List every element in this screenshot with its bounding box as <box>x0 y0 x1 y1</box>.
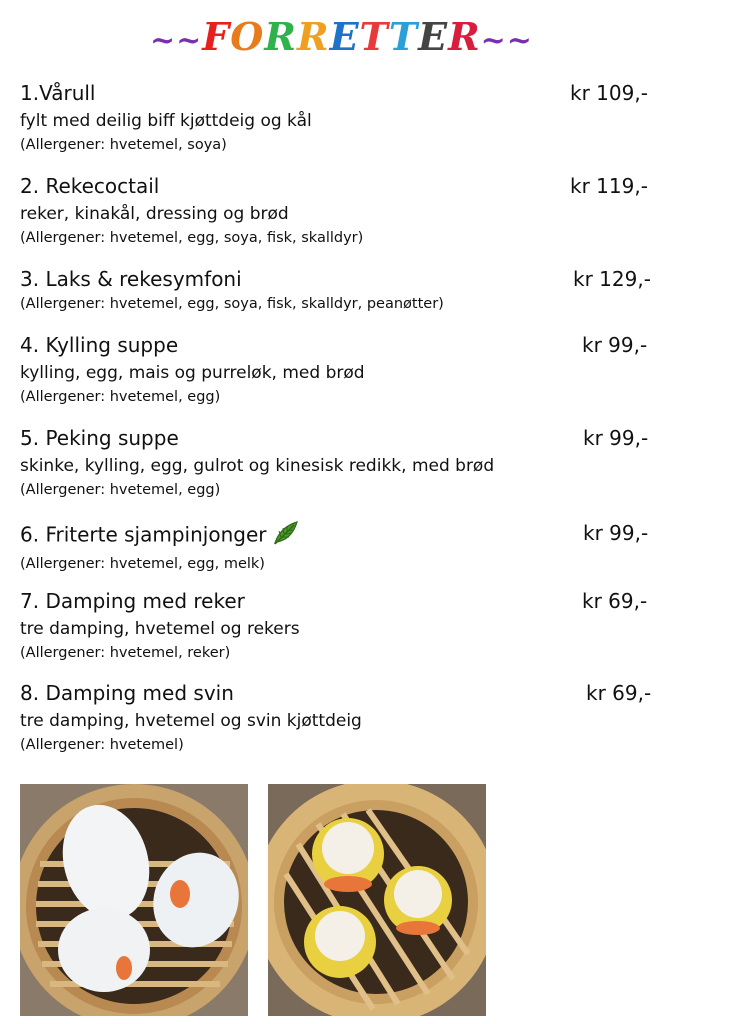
menu-item <box>20 332 660 407</box>
item-allergens: (Allergener: hvetemel, soya) <box>20 137 227 153</box>
title-tilde-left: ~~ <box>150 23 203 58</box>
item-description: kylling, egg, mais og purreløk, med brød <box>20 363 365 383</box>
item-price: kr 129,- <box>573 267 651 291</box>
item-price: kr 99,- <box>582 333 648 357</box>
item-description: reker, kinakål, dressing og brød <box>20 204 289 224</box>
item-name: 4. Kylling suppe <box>20 333 179 357</box>
siu-mai-photo <box>268 784 486 1016</box>
title-letter: F <box>202 14 231 59</box>
shrimp-dumplings-photo <box>20 784 248 1016</box>
item-name: 6. Friterte sjampinjonger <box>20 522 267 547</box>
item-description: tre damping, hvetemel og rekers <box>20 619 300 639</box>
title-letter: R <box>296 14 330 59</box>
item-price: kr 109,- <box>570 81 648 105</box>
menu-item <box>20 680 660 755</box>
title-letter: O <box>230 14 265 59</box>
menu-item <box>20 520 660 574</box>
item-name: 3. Laks & rekesymfoni <box>20 267 242 291</box>
item-price: kr 99,- <box>583 521 649 545</box>
item-name: 2. Rekecoctail <box>20 174 160 198</box>
item-allergens: (Allergener: hvetemel, egg, soya, fisk, skalldyr) <box>20 230 364 246</box>
item-name: 1.Vårull <box>20 81 96 105</box>
title-letter: T <box>359 14 389 59</box>
item-allergens: (Allergener: hvetemel) <box>20 737 184 753</box>
item-allergens: (Allergener: hvetemel, egg, soya, fisk, skalldyr, peanøtter) <box>20 296 444 312</box>
item-name: 8. Damping med svin <box>20 681 234 705</box>
item-price: kr 69,- <box>586 681 652 705</box>
menu-item <box>20 173 660 248</box>
title-letter: R <box>448 14 481 59</box>
item-price: kr 119,- <box>570 174 648 198</box>
vegetarian-leaf-icon <box>272 520 300 552</box>
item-allergens: (Allergener: hvetemel, egg) <box>20 389 221 405</box>
title-letter: R <box>264 14 297 59</box>
menu-title <box>150 14 533 62</box>
item-name: 5. Peking suppe <box>20 426 179 450</box>
menu-item <box>20 80 660 155</box>
title-tilde-right: ~~ <box>480 23 533 58</box>
menu-item <box>20 425 660 500</box>
menu-item <box>20 588 660 663</box>
item-price: kr 99,- <box>583 426 649 450</box>
item-name: 7. Damping med reker <box>20 589 245 613</box>
item-description: fylt med deilig biff kjøttdeig og kål <box>20 111 312 131</box>
item-allergens: (Allergener: hvetemel, reker) <box>20 645 231 661</box>
item-allergens: (Allergener: hvetemel, egg) <box>20 482 221 498</box>
title-letter: E <box>329 14 360 59</box>
menu-item <box>20 266 660 314</box>
item-price: kr 69,- <box>582 589 648 613</box>
item-description: skinke, kylling, egg, gulrot og kinesisk redikk, med brød <box>20 456 495 476</box>
item-allergens: (Allergener: hvetemel, egg, melk) <box>20 556 265 572</box>
item-description: tre damping, hvetemel og svin kjøttdeig <box>20 711 362 731</box>
title-letter: T <box>388 14 419 59</box>
title-letter: E <box>418 14 449 59</box>
